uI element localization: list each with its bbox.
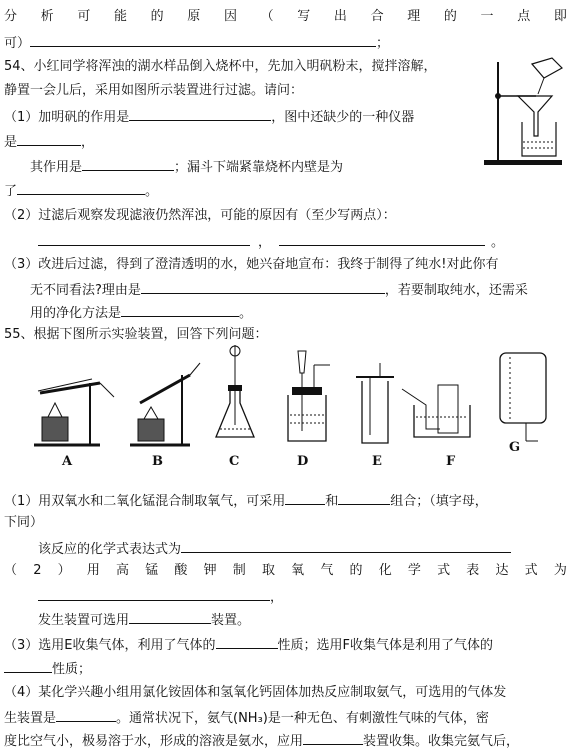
q54-part2: （2）过滤后观察发现滤液仍然浑浊，可能的原因有（至少写两点）：: [4, 208, 396, 223]
answer-blank[interactable]: [181, 538, 511, 553]
q54-intro-2: 静置一会儿后，采用如图所示装置进行过滤。请问：: [4, 83, 304, 98]
q55-part2-line2: ，: [38, 586, 567, 607]
answer-blank[interactable]: [38, 231, 250, 246]
apparatus-label-b: B: [152, 454, 163, 469]
q54-part1-line3: 其作用是 ；漏斗下端紧靠烧杯内壁是为: [30, 156, 567, 177]
apparatus-d-icon: [288, 351, 330, 441]
answer-blank[interactable]: [129, 106, 271, 121]
answer-blank[interactable]: [216, 634, 278, 649]
answer-blank[interactable]: [82, 156, 174, 171]
answer-blank[interactable]: [303, 730, 363, 745]
q55-part3-line1: （3）选用E收集气体，利用了气体的 性质；选用F收集气体是利用了气体的: [4, 634, 567, 655]
answer-blank[interactable]: [4, 658, 52, 673]
q55-part4-line1: （4）某化学兴趣小组用氯化铵固体和氢氧化钙固体加热反应制取氨气，可选用的气体发: [4, 685, 507, 700]
q55-part1-line2: 下同）: [4, 515, 44, 530]
q54-part3-line2: 无不同看法?理由是 ，若要制取纯水，还需采: [30, 279, 567, 300]
apparatus-e-icon: [356, 363, 394, 443]
q55-part2-line1: （ 2 ） 用 高 锰 酸 钾 制 取 氧 气 的 化 学 式 表 达 式 为: [4, 563, 567, 578]
q54-intro-1: 54、小红同学将浑浊的湖水样品倒入烧杯中，先加入明矾粉末，搅拌溶解，: [4, 59, 437, 74]
q54-part1-line2: 是 ，: [4, 131, 567, 152]
answer-blank[interactable]: [30, 32, 376, 47]
q54-part3-line3: 用的净化方法是 。: [30, 302, 567, 323]
answer-blank[interactable]: [17, 180, 145, 195]
q54-part3-line1: （3）改进后过滤，得到了澄清透明的水，她兴奋地宣布：我终于制得了纯水!对此你有: [4, 257, 499, 272]
apparatus-label-d: D: [297, 454, 309, 469]
apparatus-label-f: F: [446, 454, 456, 469]
q55-intro: 55、根据下图所示实验装置，回答下列问题：: [4, 327, 268, 342]
text-line-2: 可） ；: [4, 32, 567, 53]
text-line-1: 分 析 可 能 的 原 因 （ 写 出 合 理 的 一 点 即: [4, 9, 567, 24]
q55-part4-line3: 度比空气小，极易溶于水，形成的溶液是氨水，应用 装置收集。收集完氨气后，: [4, 730, 567, 751]
answer-blank[interactable]: [129, 609, 211, 624]
apparatus-label-c: C: [229, 454, 240, 469]
q55-part1-line3: 该反应的化学式表达式为: [38, 538, 567, 559]
apparatus-f-icon: [402, 385, 470, 437]
apparatus-label-a: A: [62, 454, 73, 469]
answer-blank[interactable]: [121, 302, 239, 317]
apparatus-label-e: E: [372, 454, 382, 469]
apparatus-a-icon: [34, 379, 114, 445]
answer-blank[interactable]: [141, 279, 385, 294]
answer-blank[interactable]: [279, 231, 485, 246]
answer-blank[interactable]: [56, 707, 116, 722]
apparatus-g-icon: [500, 353, 546, 441]
q55-part2-line3: 发生装置可选用 装置。: [38, 609, 567, 630]
q54-part1-line4: 了 。: [4, 180, 567, 201]
q54-part1-line1: （1）加明矾的作用是 ，图中还缺少的一种仪器: [4, 106, 567, 127]
apparatus-label-g: G: [509, 440, 521, 455]
q54-part2-blanks: ， 。: [38, 231, 567, 252]
q55-part1-line1: （1）用双氧水和二氧化锰混合制取氧气，可采用 和 组合；（填字母，: [4, 490, 567, 511]
apparatus-b-icon: [130, 363, 200, 445]
apparatus-c-icon: [216, 345, 254, 437]
answer-blank[interactable]: [285, 490, 325, 505]
q55-part4-line2: 生装置是 。通常状况下，氨气(NH₃)是一种无色、有刺激性气味的气体，密: [4, 707, 567, 728]
answer-blank[interactable]: [17, 131, 81, 146]
answer-blank[interactable]: [338, 490, 390, 505]
q55-part3-line2: 性质；: [4, 658, 567, 679]
lab-apparatus-figure: [30, 345, 560, 470]
answer-blank[interactable]: [38, 586, 270, 601]
filtration-apparatus-figure: [478, 56, 566, 168]
